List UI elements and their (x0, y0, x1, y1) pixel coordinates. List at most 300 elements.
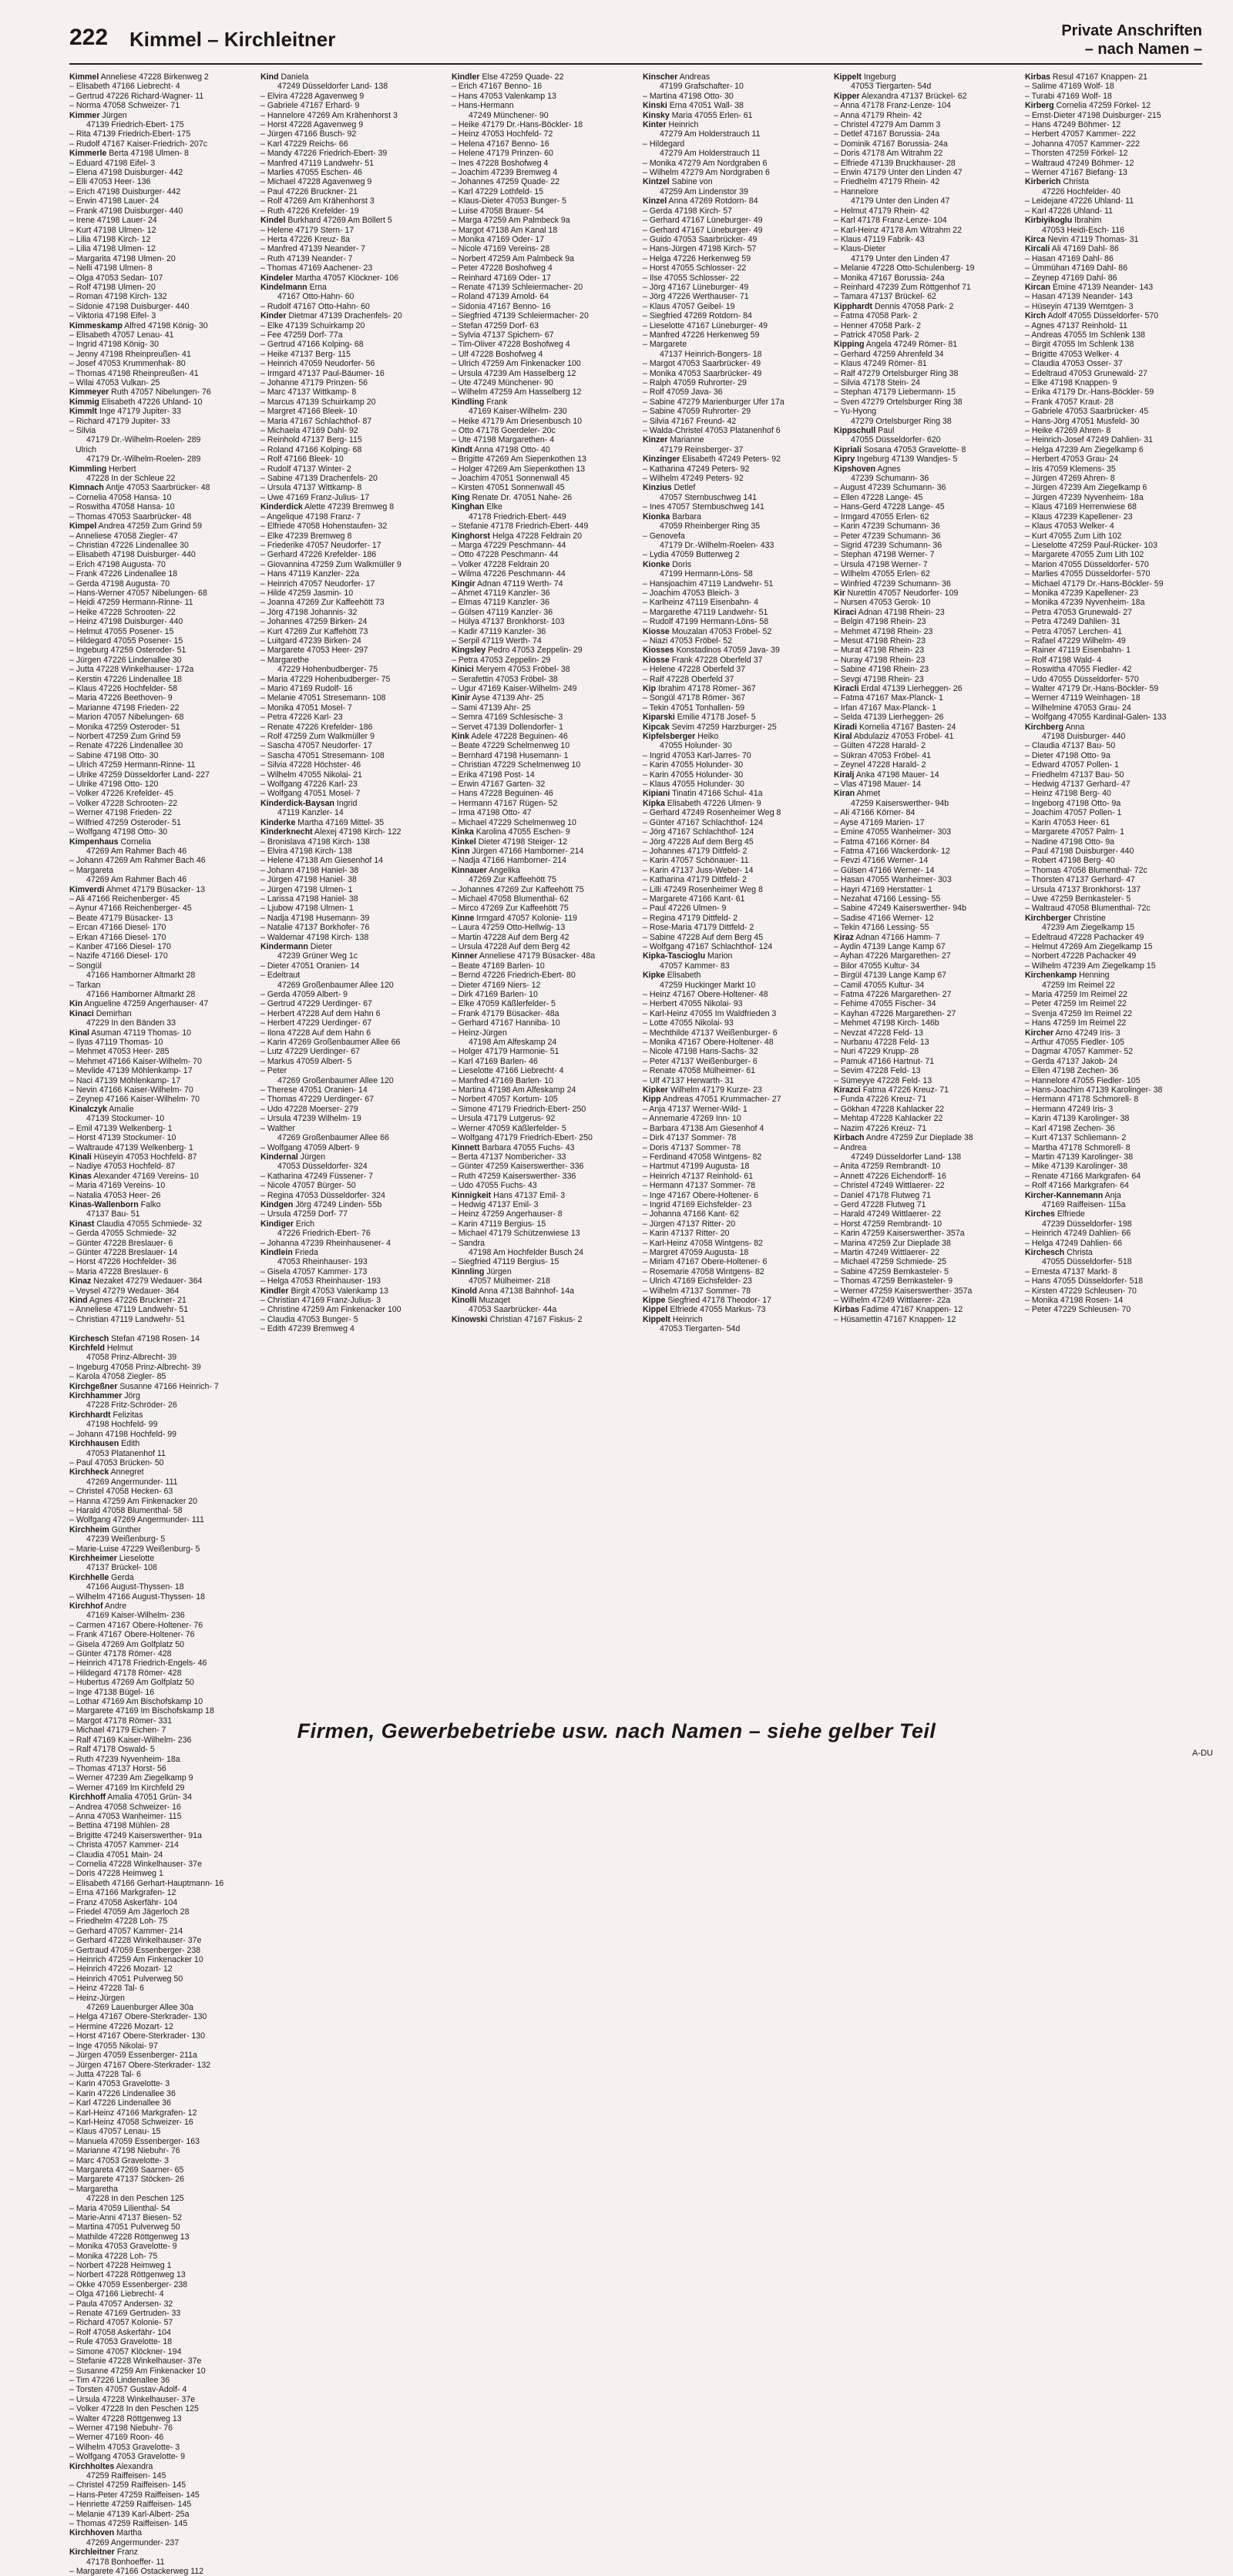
directory-entry (834, 550, 1017, 559)
entry-text: – Edith 47239 Bremweg 4 (260, 1324, 354, 1334)
directory-entry (260, 159, 444, 168)
directory-entry (1025, 1076, 1208, 1085)
directory-entry (452, 780, 635, 789)
entry-text: 47269 Angermunder- 237 (86, 2537, 180, 2547)
entry-text: – Olga 47166 Liebrecht- 4 (69, 2289, 164, 2299)
directory-entry (260, 493, 444, 502)
entry-text: – Annemarie 47269 Inn- 10 (643, 1114, 741, 1124)
entry-text: – Waltraud 47249 Böhmer- 12 (1025, 158, 1134, 168)
surname: Kirchberger (1025, 913, 1072, 923)
entry-text: – Frank 47057 Kraut- 28 (1025, 397, 1114, 407)
directory-entry (69, 1296, 253, 1305)
entry-text: – Friedhelm 47137 Bau- 50 (1025, 770, 1124, 780)
entry-text: – Kayhan 47226 Margarethen- 27 (834, 1008, 956, 1018)
directory-entry (260, 799, 444, 808)
directory-column (1025, 72, 1208, 1334)
entry-text: – Rolf 47059 Java- 36 (643, 387, 723, 397)
directory-entry (69, 598, 253, 607)
directory-entry (69, 149, 253, 158)
entry-text: – Hildegard 47178 Römer- 428 (69, 1668, 182, 1678)
entry-text: – Irma 47198 Otto- 47 (452, 808, 532, 818)
entry-text: 47178 Bonhoeffer- 11 (86, 2557, 165, 2567)
entry-text: Ibrahim (1072, 216, 1102, 226)
directory-entry (452, 541, 635, 550)
entry-text: – Mathilde 47228 Röttgenweg 13 (69, 2232, 190, 2242)
directory-entry (834, 1200, 1017, 1209)
directory-entry (69, 2404, 253, 2413)
directory-entry (834, 435, 1017, 444)
directory-entry (834, 1057, 1017, 1066)
entry-text: – Hans-Peter 47259 Raiffeisen- 145 (69, 2490, 200, 2500)
entry-text: – Silvia 47228 Höchster- 46 (260, 760, 361, 770)
entry-text: – Mario 47169 Rudolf- 16 (260, 684, 353, 693)
surname: Kirches (1025, 1209, 1055, 1219)
entry-text: – Johann 47198 Haniel- 38 (260, 865, 359, 875)
directory-entry (69, 627, 253, 636)
directory-entry (452, 837, 635, 847)
directory-entry (834, 216, 1017, 225)
entry-text: – Simone 47057 Klöckner- 194 (69, 2346, 182, 2356)
directory-entry (643, 101, 826, 110)
entry-text: – Guido 47053 Saarbrücker- 49 (643, 234, 758, 244)
entry-text: – Günter 47228 Breslauer- 14 (69, 1247, 178, 1257)
entry-text: – Nicole 47198 Hans-Sachs- 32 (643, 1047, 758, 1057)
directory-entry (643, 799, 826, 808)
entry-text: – Gertraud 47059 Essenberger- 238 (69, 1945, 201, 1955)
directory-entry (1025, 550, 1208, 559)
directory-entry (1025, 302, 1208, 311)
entry-text: Heiko (695, 732, 719, 742)
entry-text: – Renate 47169 Gertruden- 33 (69, 2309, 181, 2319)
entry-text: – Kanber 47166 Diesel- 170 (69, 941, 171, 951)
directory-entry (69, 1974, 253, 1984)
directory-entry (643, 1172, 826, 1181)
directory-entry (69, 2022, 253, 2031)
directory-entry (260, 675, 444, 684)
entry-text: – Nursen 47053 Gerok- 10 (834, 598, 931, 608)
entry-text: Alexandra 47137 Brückel- 62 (859, 91, 967, 101)
directory-entry (834, 283, 1017, 292)
directory-entry (643, 713, 826, 722)
directory-entry (452, 732, 635, 741)
entry-text: – Salime 47169 Wolf- 18 (1025, 82, 1114, 92)
entry-text: – Marie-Anni 47137 Biesen- 52 (69, 2213, 183, 2222)
directory-entry (69, 1659, 253, 1668)
directory-entry (260, 1124, 444, 1133)
directory-entry (834, 1038, 1017, 1047)
directory-entry (834, 149, 1017, 158)
entry-text: – Zeynep 47166 Kaiser-Wilhelm- 70 (69, 1095, 200, 1105)
surname: Kiran (834, 789, 855, 799)
entry-text: – Lutz 47229 Uerdinger- 67 (260, 1047, 360, 1057)
directory-entry (1025, 1296, 1208, 1305)
directory-entry (834, 244, 1017, 253)
surname: Kionke (643, 559, 670, 569)
directory-entry (834, 532, 1017, 541)
directory-entry (643, 684, 826, 693)
directory-entry (69, 1545, 253, 1554)
entry-text: – Werner 47059 Käßlerfelder- 5 (452, 1123, 566, 1133)
directory-entry (69, 2280, 253, 2289)
entry-text: 47179 Unter den Linden 47 (851, 196, 950, 206)
entry-text: 47228 In den Peschen 125 (86, 2194, 184, 2204)
entry-text: – Olga 47053 Sedan- 107 (69, 273, 163, 283)
entry-text: Renate Dr. 47051 Nahe- 26 (469, 492, 573, 502)
directory-entry (69, 1649, 253, 1659)
entry-text: – Genovefa (643, 531, 685, 541)
entry-text: – Roswitha 47058 Hansa- 10 (69, 502, 175, 512)
directory-entry (260, 1239, 444, 1248)
directory-entry (452, 226, 635, 235)
entry-text: Doris (670, 559, 691, 569)
directory-entry (834, 522, 1017, 531)
entry-text: – Ingeborg 47198 Otto- 9a (1025, 798, 1121, 808)
entry-text: – Helene 47179 Prinzen- 60 (452, 149, 553, 159)
directory-entry (452, 675, 635, 684)
directory-entry (643, 177, 826, 186)
directory-entry (69, 1018, 253, 1028)
entry-text: – Ferdinand 47058 Wintgens- 82 (643, 1152, 762, 1162)
surname: Kind (260, 72, 279, 82)
directory-entry (69, 1478, 253, 1487)
directory-entry (1025, 703, 1208, 713)
entry-text: – Karlheinz 47119 Eisenbahn- 4 (643, 598, 758, 608)
directory-entry (260, 1018, 444, 1028)
entry-text: – Mehmet 47198 Rhein- 23 (834, 626, 933, 636)
directory-entry (643, 741, 826, 750)
entry-text: – Ercan 47166 Diesel- 170 (69, 923, 166, 933)
directory-entry (1025, 340, 1208, 349)
directory-entry (643, 981, 826, 990)
directory-entry (643, 1047, 826, 1056)
directory-entry (69, 1793, 253, 1802)
directory-entry (643, 1114, 826, 1123)
directory-entry (69, 426, 253, 435)
directory-entry (643, 1076, 826, 1085)
entry-text: – Rolf 47166 Bleek- 10 (260, 454, 344, 465)
directory-entry (452, 885, 635, 894)
surname: Kimmer (69, 110, 100, 120)
directory-entry (643, 330, 826, 340)
directory-entry (69, 665, 253, 674)
entry-text: – Sabine 47198 Rhein- 23 (834, 665, 929, 675)
entry-text: – Torsten 47057 Gustav-Adolf- 4 (69, 2385, 187, 2395)
directory-entry (834, 751, 1017, 760)
directory-entry (260, 914, 444, 923)
entry-text: 47269 Zur Kaffeehött 75 (469, 875, 557, 885)
entry-text: – Herbert 47228 Auf dem Hahn 6 (260, 1008, 381, 1018)
entry-text: – Wolfgang 47053 Gravelotte- 9 (69, 2452, 185, 2462)
entry-text: 47166 August-Thyssen- 18 (86, 1582, 184, 1592)
entry-text: – Helga 47249 Dahlien- 66 (1025, 1238, 1123, 1248)
directory-entry (260, 789, 444, 798)
entry-text: – Michael 47179 Schützenwiese 13 (452, 1229, 580, 1239)
directory-entry (69, 1372, 253, 1381)
directory-entry (69, 2423, 253, 2433)
surname: Kingsley (452, 646, 486, 656)
directory-entry (834, 1133, 1017, 1142)
entry-text: – Frank 47198 Duisburger- 440 (69, 206, 183, 216)
entry-text: – Heinz-Jürgen (69, 1993, 125, 2003)
entry-text: – Werner 47169 Im Kirchfeld 29 (69, 1783, 185, 1793)
directory-entry (1025, 1286, 1208, 1296)
directory-entry (69, 2165, 253, 2175)
entry-text: – Rolf 47198 Ulmen- 20 (69, 282, 156, 292)
entry-text: – Michael 47228 Agavenweg 9 (260, 177, 372, 187)
entry-text: 47226 Friedrich-Ebert- 76 (277, 1229, 371, 1239)
directory-entry (69, 2395, 253, 2404)
directory-entry (69, 1755, 253, 1764)
directory-entry (1025, 923, 1208, 932)
directory-entry (69, 808, 253, 817)
surname: Kinderdick (260, 502, 303, 512)
entry-text: Falko (138, 1199, 161, 1209)
entry-text: – Serpil 47119 Werth- 74 (452, 636, 542, 646)
entry-text: – Silvia 47167 Freund- 42 (643, 416, 737, 426)
entry-text: – Lilia 47198 Kirch- 12 (69, 234, 151, 244)
directory-entry (643, 1133, 826, 1142)
directory-entry (452, 168, 635, 177)
entry-text: – Gülsen 47166 Werner- 14 (834, 865, 935, 875)
entry-text: Elisabeth 47249 Peters- 92 (680, 454, 781, 465)
entry-text: – Rolf 47058 Askerfähr- 104 (69, 2327, 171, 2337)
directory-entry (260, 1276, 444, 1286)
directory-entry (69, 2146, 253, 2155)
entry-text: – Udo 47228 Moerser- 279 (260, 1104, 358, 1114)
entry-text: – Gerda 47055 Schmiede- 32 (69, 1229, 176, 1239)
directory-entry (1025, 187, 1208, 196)
entry-text: – Hermann 47137 Sommer- 78 (643, 1181, 756, 1191)
entry-text: 47279 Am Holderstrauch 11 (660, 149, 761, 159)
entry-text: – Rolf 47259 Zum Walkmüller 9 (260, 732, 375, 742)
directory-entry (260, 226, 444, 235)
entry-text: Barbara 47055 Fuchs- 43 (479, 1142, 575, 1152)
entry-text: – Hans 47055 Düsseldorfer- 518 (1025, 1276, 1144, 1286)
entry-text: – Rudolf 47167 Kaiser-Friedrich- 207c (69, 139, 208, 149)
entry-text: 47249 Düsseldorfer Land- 138 (851, 1152, 962, 1162)
directory-entry (1025, 139, 1208, 149)
entry-text: – Luitgard 47239 Birken- 24 (260, 636, 361, 646)
entry-text: – Ayhan 47226 Margarethen- 27 (834, 951, 951, 961)
directory-entry (452, 703, 635, 713)
directory-entry (260, 235, 444, 244)
directory-entry (69, 1085, 253, 1095)
surname: Kirchhammer (69, 1391, 123, 1401)
directory-entry (452, 426, 635, 435)
entry-text: – Edeltraud 47053 Grunewald- 27 (1025, 368, 1148, 378)
entry-text: Heinrich (666, 120, 699, 130)
directory-entry (260, 1047, 444, 1056)
entry-text: – Kurt 47055 Zum Lith 102 (1025, 531, 1122, 541)
entry-text: – Frank 47179 Büsacker- 48a (452, 1008, 559, 1018)
entry-text: – Reinhard 47169 Oder- 17 (452, 273, 551, 283)
directory-entry (643, 827, 826, 837)
directory-entry (69, 2328, 253, 2337)
entry-text: – Werner 47119 Weinhagen- 18 (1025, 693, 1141, 703)
entry-text: – Marie-Luise 47229 Weißenburg- 5 (69, 1544, 200, 1554)
directory-entry (834, 732, 1017, 741)
directory-entry (452, 579, 635, 589)
entry-text: – Udo 47055 Fuchs- 43 (452, 1181, 537, 1191)
entry-text: 47053 Platanenhof 11 (86, 1448, 166, 1458)
directory-entry (452, 799, 635, 808)
entry-text: – Jürgen 47269 Ahren- 8 (1025, 474, 1115, 484)
directory-entry (260, 292, 444, 301)
entry-text: – Selda 47139 Lierheggen- 26 (834, 713, 944, 723)
directory-entry (834, 981, 1017, 990)
entry-text: – Joachim 47057 Pollen- 1 (1025, 808, 1122, 818)
entry-text: – Thomas 47137 Horst- 56 (69, 1763, 166, 1773)
directory-entry (260, 636, 444, 646)
directory-entry (69, 1803, 253, 1812)
directory-entry (260, 589, 444, 598)
entry-text: – Jürgen 47198 Haniel- 38 (260, 875, 357, 885)
entry-text: – Wilhelm 47239 Am Ziegelkamp 15 (1025, 961, 1156, 971)
entry-text: – Reinhard 47239 Zum Röttgenhof 71 (834, 282, 971, 292)
directory-entry (260, 923, 444, 932)
directory-entry (452, 951, 635, 961)
directory-entry (69, 875, 253, 884)
directory-entry (260, 465, 444, 474)
directory-entry (69, 1267, 253, 1276)
directory-entry (69, 1410, 253, 1420)
directory-entry (643, 435, 826, 444)
entry-text: – Rose-Maria 47179 Dittfeld- 2 (643, 923, 754, 933)
entry-text: – Roman 47198 Kirch- 132 (69, 292, 167, 302)
entry-text: – Günter 47167 Schlachthof- 124 (643, 817, 764, 827)
entry-text: Paul (875, 426, 895, 436)
directory-entry (643, 407, 826, 416)
entry-text: – Nezahat 47166 Lessing- 55 (834, 894, 941, 904)
directory-entry (452, 1276, 635, 1286)
directory-entry (452, 914, 635, 923)
directory-entry (69, 1066, 253, 1075)
directory-entry (260, 656, 444, 665)
entry-text: – Aynur 47166 Reichenberger- 45 (69, 904, 192, 914)
entry-text: – Volker 47228 In den Peschen 125 (69, 2404, 199, 2414)
entry-text: Stefan 47198 Rosen- 14 (109, 1333, 200, 1343)
directory-entry (1025, 168, 1208, 177)
directory-entry (834, 875, 1017, 884)
entry-text: – Christian 47229 Schelmenweg 10 (452, 760, 581, 770)
entry-text: – Regina 47053 Düsseldorfer- 324 (260, 1190, 385, 1200)
entry-text: – Dagmar 47057 Kammer- 52 (1025, 1047, 1134, 1057)
entry-text: – Thomas 47169 Aachener- 23 (260, 263, 373, 273)
surname: Kindler (452, 72, 480, 82)
surname: Kinnigkeit (452, 1190, 492, 1200)
entry-text: 47198 Am Alfeskamp 24 (469, 1038, 557, 1048)
entry-text: 47249 Düsseldorfer Land- 138 (277, 82, 388, 92)
entry-text: – Marlies 47055 Eschen- 46 (260, 168, 362, 178)
entry-text: 47239 Weißenburg- 5 (86, 1535, 166, 1545)
directory-entry (643, 1267, 826, 1276)
entry-text: – Claudia 47053 Osser- 37 (1025, 359, 1123, 369)
entry-text: – Reinhold 47137 Berg- 115 (260, 435, 362, 445)
entry-text: – Margarethe 47119 Landwehr- 51 (643, 607, 768, 617)
entry-text: – Helmut 47055 Posener- 15 (69, 626, 174, 636)
directory-entry (260, 856, 444, 865)
entry-text: – Margarete 47053 Heer- 297 (260, 646, 368, 656)
directory-entry (69, 254, 253, 263)
surname: Kinn (452, 846, 470, 856)
directory-entry (1025, 120, 1208, 129)
surname: Kinas (69, 1171, 92, 1181)
entry-text: – Thomas 47259 Bernkasteler- 9 (834, 1276, 953, 1286)
entry-text: – Ruth 47239 Nyvenheim- 18a (69, 1754, 180, 1764)
entry-text: – Paula 47057 Andersen- 32 (69, 2299, 173, 2309)
directory-entry (69, 933, 253, 942)
directory-entry (452, 187, 635, 196)
directory-entry (834, 1162, 1017, 1171)
directory-entry (1025, 914, 1208, 923)
directory-entry (1025, 598, 1208, 607)
directory-entry (1025, 1066, 1208, 1075)
directory-entry (260, 330, 444, 340)
directory-entry (69, 2222, 253, 2232)
entry-text: – Ulrich 47169 Eichsfelder- 23 (643, 1276, 752, 1286)
directory-entry (452, 598, 635, 607)
directory-entry (69, 1860, 253, 1869)
entry-text: – Stefanie 47178 Friedrich-Ebert- 449 (452, 522, 589, 532)
entry-text: – Wilma 47226 Peschmann- 44 (452, 569, 566, 579)
directory-entry (1025, 206, 1208, 216)
entry-text: – Sükran 47053 Fröbel- 41 (834, 750, 932, 760)
entry-text: – Camil 47055 Kultur- 34 (834, 980, 925, 990)
entry-text: – Monika 47167 Obere-Holtener- 48 (643, 1038, 774, 1048)
directory-entry (69, 235, 253, 244)
directory-entry (260, 512, 444, 522)
entry-text: – Karin 47055 Holunder- 30 (643, 770, 744, 780)
directory-entry (452, 407, 635, 416)
directory-entry (643, 847, 826, 856)
entry-text: 47269 Lauenburger Allee 30a (86, 2003, 194, 2013)
directory-entry (69, 646, 253, 655)
entry-text: – Johanne 47179 Prinzen- 56 (260, 378, 368, 387)
entry-text: – Dirk 47169 Barlen- 10 (452, 990, 538, 999)
entry-text: – Manuela 47059 Essenberger- 163 (69, 2136, 200, 2146)
directory-entry (69, 550, 253, 559)
entry-text: – Rudolf 47199 Hermann-Löns- 58 (643, 617, 769, 627)
directory-entry (1025, 723, 1208, 732)
directory-entry (643, 569, 826, 579)
directory-entry (69, 789, 253, 798)
directory-entry (834, 1315, 1017, 1324)
directory-entry (260, 1219, 444, 1229)
directory-entry (69, 474, 253, 483)
directory-entry (1025, 569, 1208, 579)
entry-text: – Songül 47178 Römer- 367 (643, 693, 746, 703)
entry-text: – Inge 47055 Nikolai- 97 (69, 2041, 158, 2051)
directory-entry (452, 1191, 635, 1200)
directory-entry (69, 454, 253, 464)
entry-text: – Peter (260, 1066, 287, 1076)
entry-text: – Hasan 47139 Neander- 143 (1025, 292, 1133, 302)
directory-entry (1025, 177, 1208, 186)
entry-text: 47137 Brückel- 108 (86, 1563, 157, 1573)
entry-text: – Ulrike 47259 Düsseldorfer Land- 227 (69, 770, 210, 780)
entry-text: – Heinz-Jürgen (452, 1028, 507, 1038)
directory-entry (452, 397, 635, 407)
surname: Kirchenkamp (1025, 971, 1077, 981)
directory-entry (643, 111, 826, 120)
entry-text: – Elisabeth 47198 Duisburger- 440 (69, 550, 196, 560)
entry-text: – Nicole 47057 Bürger- 50 (260, 1181, 356, 1191)
directory-entry (69, 693, 253, 703)
directory-entry (643, 474, 826, 483)
directory-entry (260, 120, 444, 129)
entry-text: – Nevzat 47228 Feld- 13 (834, 1028, 924, 1038)
entry-text: – Sami 47139 Ahr- 25 (452, 703, 531, 713)
